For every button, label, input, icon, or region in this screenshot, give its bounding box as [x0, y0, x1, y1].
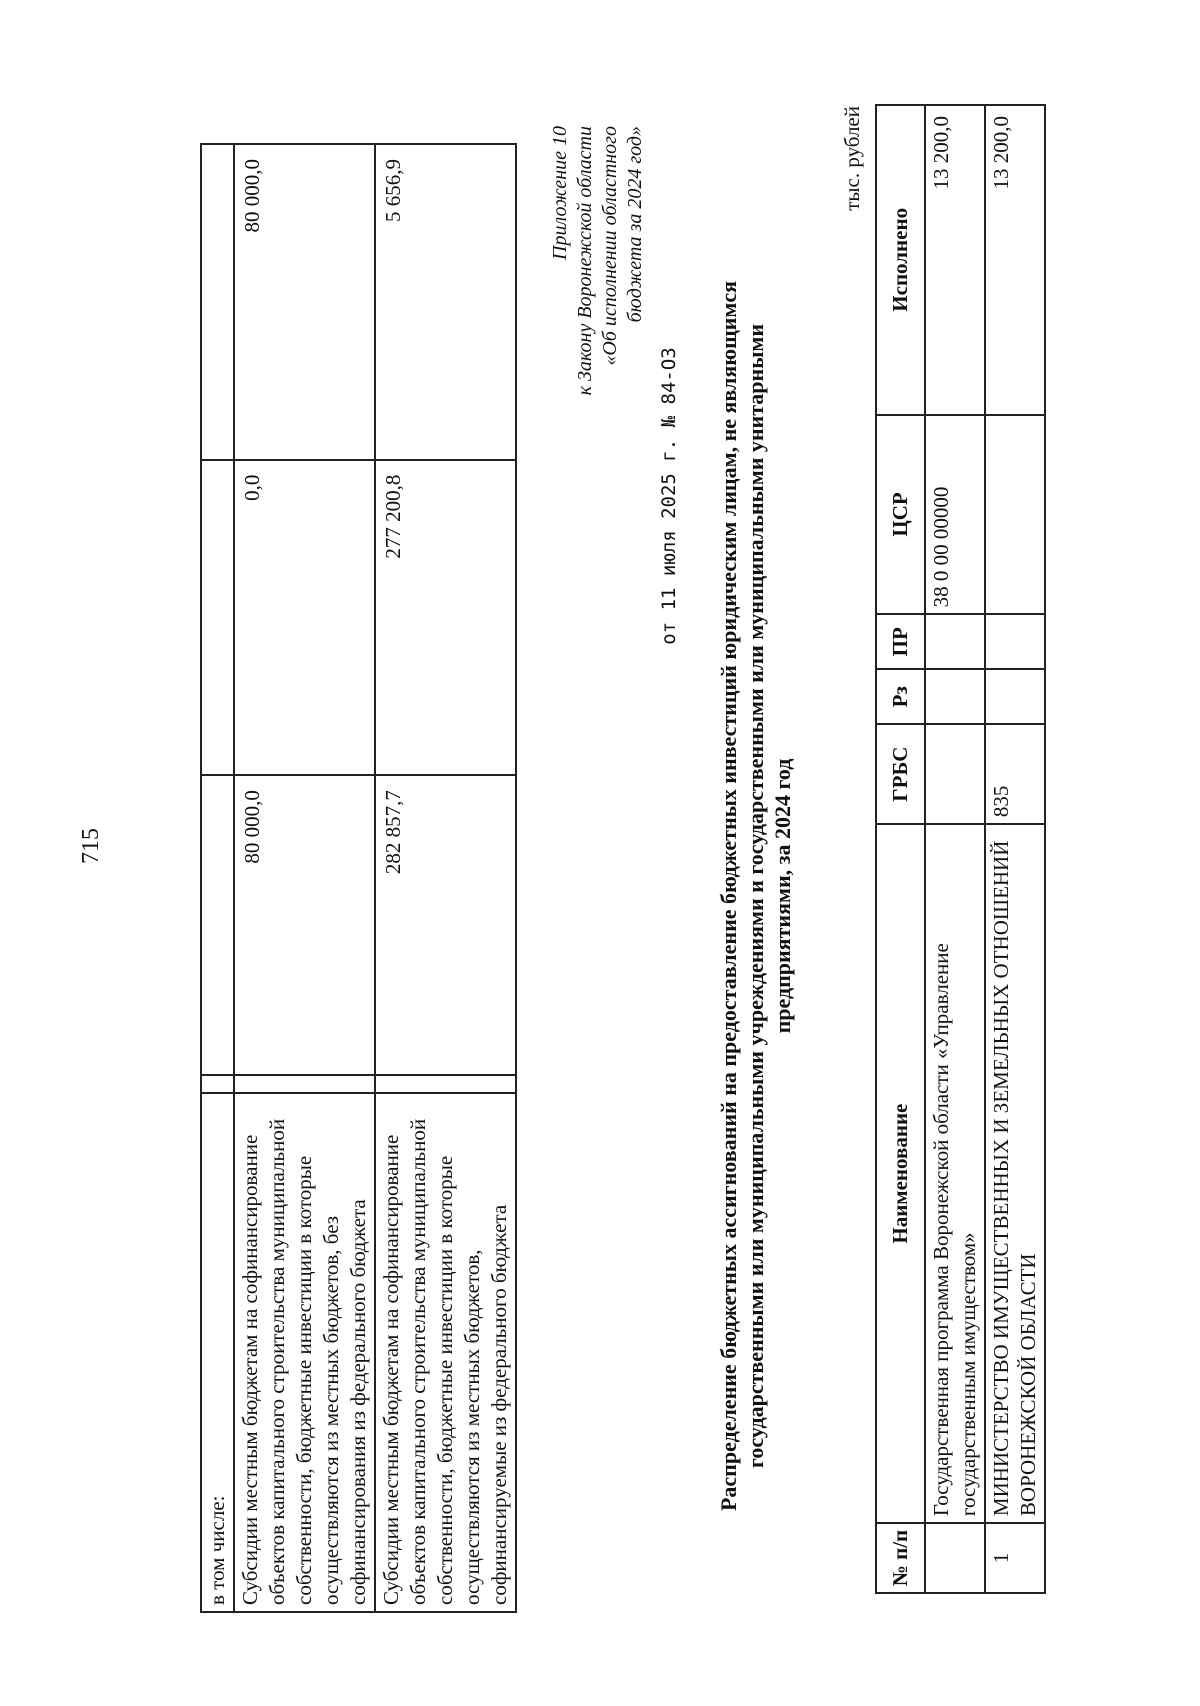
row-name: Государственная программа Воронежской области «Управление государственным имуществом»: [925, 824, 985, 1523]
value-cell: 80 000,0: [234, 775, 375, 1075]
table-row: [375, 144, 516, 1612]
col-header-csr: ЦСР: [876, 415, 925, 615]
table-row: [201, 144, 234, 1612]
value-cell: 5 656,9: [375, 144, 516, 460]
value-cell: [201, 144, 234, 460]
table-header-row: [876, 105, 925, 1593]
page-number: 715: [78, 828, 104, 864]
table-row: [234, 144, 375, 1612]
document-title: Распределение бюджетных ассигнований на предоставление бюджетных инвестиций юридическим лицам, не являющимся государственными или муниципальными учреждениями и государственными или муниципальными унитарными предприятиями, за 2024 год: [716, 281, 795, 1512]
value-cell: 80 000,0: [234, 144, 375, 460]
row-name: в том числе:: [201, 1093, 234, 1612]
value-cell: 277 200,8: [375, 460, 516, 776]
main-table: [875, 104, 1046, 1594]
table-row: Государственная программа Воронежской области «Управление государственным имуществом» 38 0 00 00000 13 200,0: [925, 105, 985, 1593]
value-cell: 282 857,7: [375, 775, 516, 1075]
col-header-grbs: ГРБС: [876, 724, 925, 824]
top-table: [200, 143, 517, 1613]
appendix-note: Приложение 10 к Закону Воронежской области «Об исполнении областного бюджета за 2024 год»: [549, 126, 646, 396]
value-cell: [201, 775, 234, 1075]
value-cell: [201, 460, 234, 776]
col-header-rz: Рз: [876, 669, 925, 724]
col-header-done: Исполнено: [876, 105, 925, 415]
col-header-num: № п/п: [876, 1523, 925, 1593]
col-header-pr: ПР: [876, 614, 925, 669]
value-cell: 0,0: [234, 460, 375, 776]
date-line: от 11 июля 2025 г. № 84-ОЗ: [658, 347, 680, 645]
row-name: Субсидии местным бюджетам на софинансирование объектов капитального строительства муниципальной собственности, бюджетные инвестиции в которые осуществляются из местных бюджетов, без софинансирования из федерального бюджета: [234, 1093, 375, 1612]
table-row: 1 МИНИСТЕРСТВО ИМУЩЕСТВЕННЫХ И ЗЕМЕЛЬНЫХ ОТНОШЕНИЙ ВОРОНЕЖСКОЙ ОБЛАСТИ 835 13 200,0: [985, 105, 1045, 1593]
unit-label: тыс. рублей: [840, 106, 864, 211]
row-name: МИНИСТЕРСТВО ИМУЩЕСТВЕННЫХ И ЗЕМЕЛЬНЫХ ОТНОШЕНИЙ ВОРОНЕЖСКОЙ ОБЛАСТИ: [985, 824, 1045, 1523]
row-name: Субсидии местным бюджетам на софинансирование объектов капитального строительства муниципальной собственности, бюджетные инвестиции в которые осуществляются из местных бюджетов, софинансируемые из федерального бюджета: [375, 1093, 516, 1612]
col-header-name: Наименование: [876, 824, 925, 1523]
